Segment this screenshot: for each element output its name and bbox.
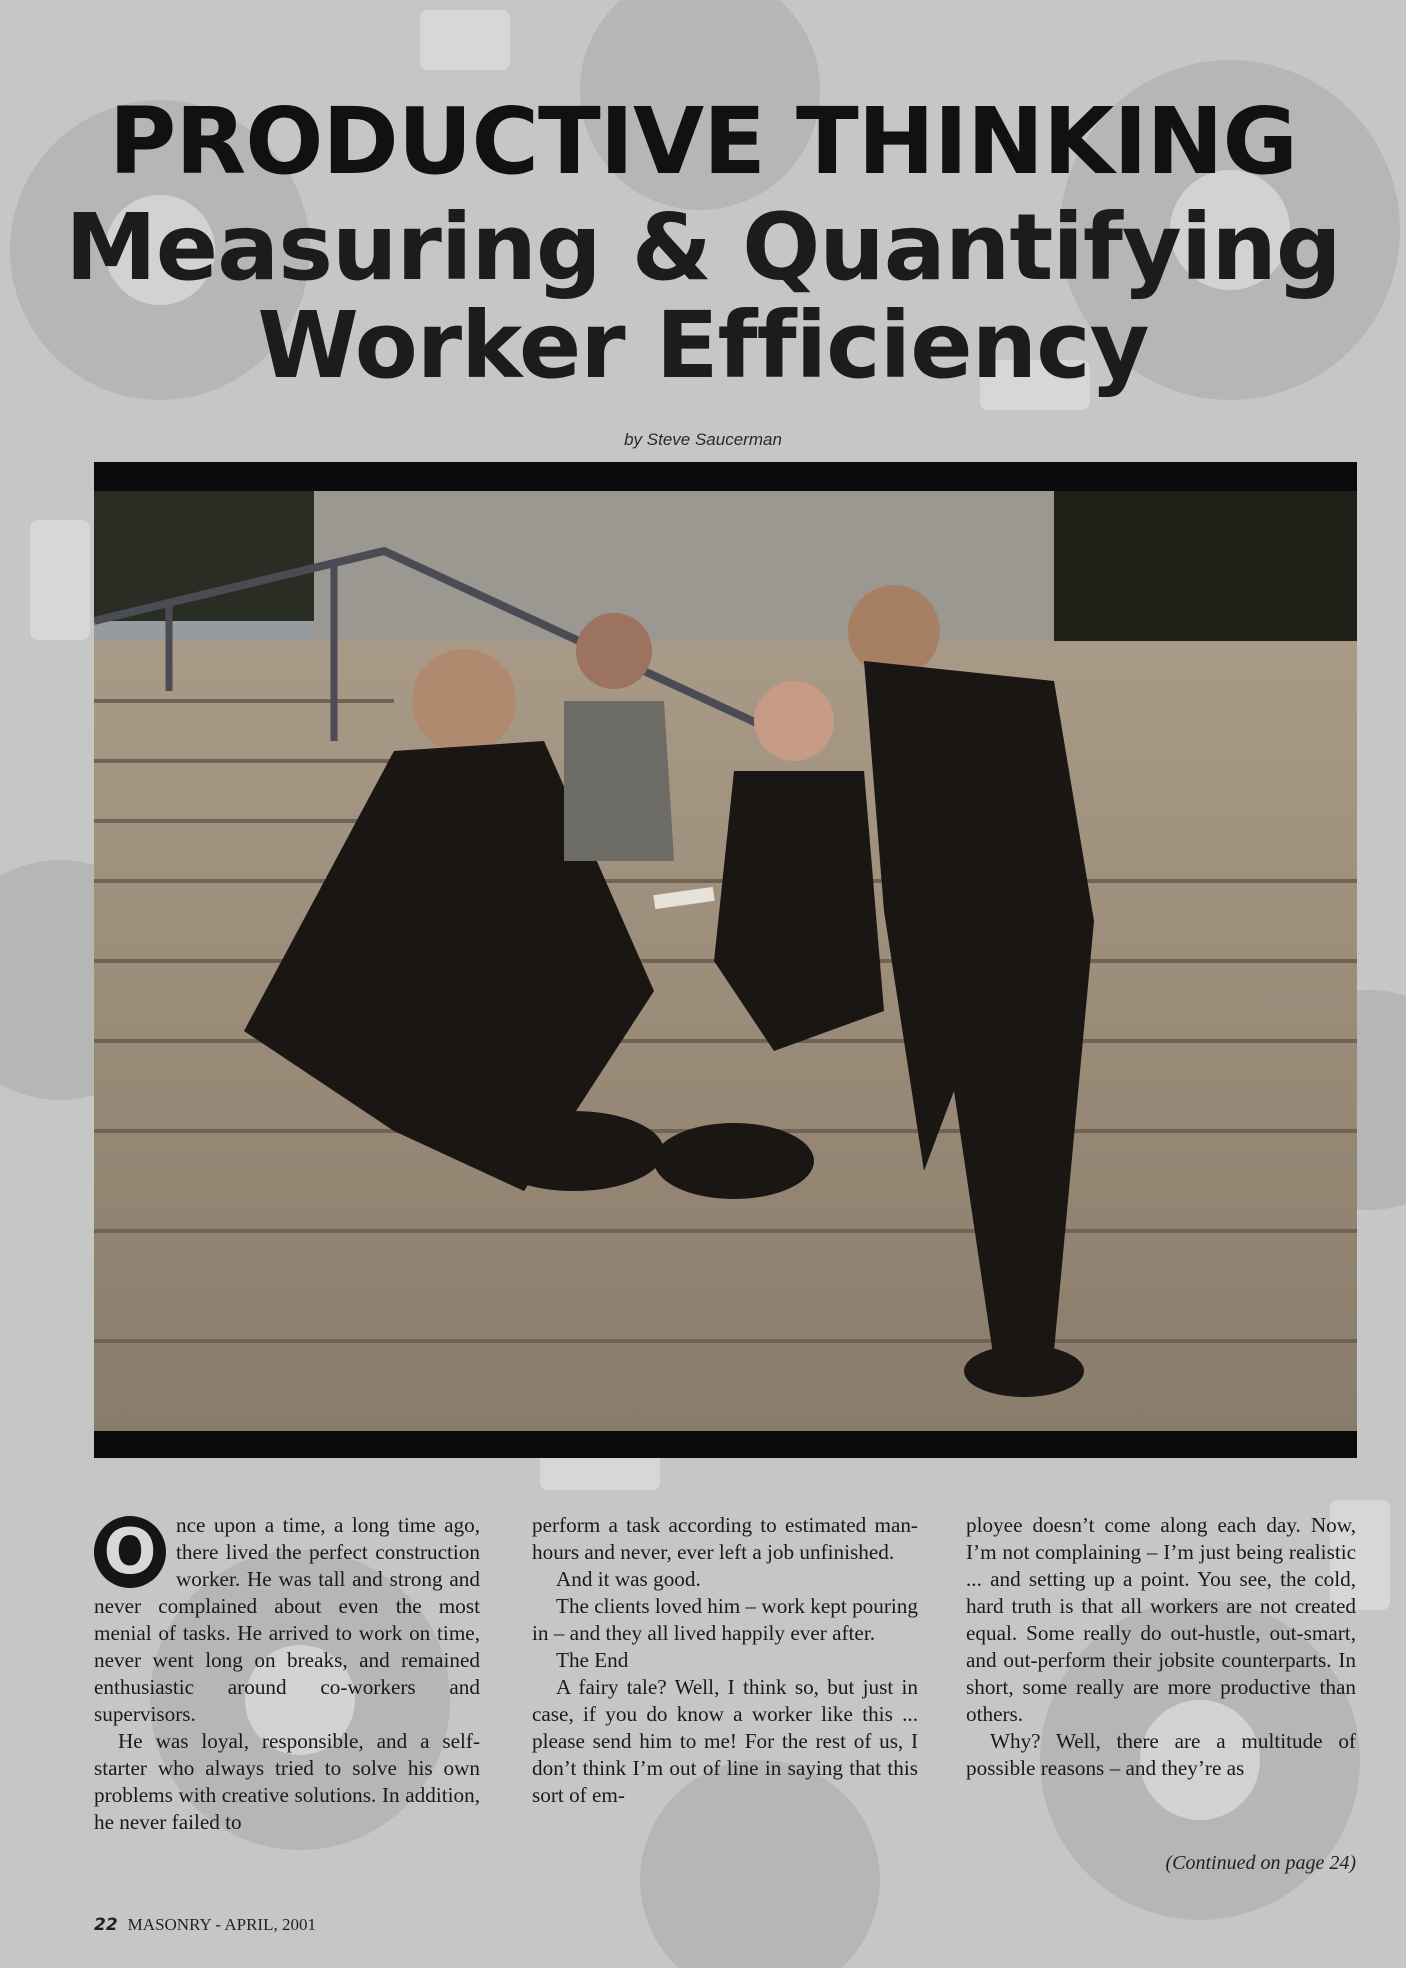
drop-cap: O [94, 1516, 166, 1588]
paragraph: And it was good. [556, 1567, 701, 1591]
photo-icon [94, 491, 1357, 1431]
page-footer [94, 1915, 316, 1935]
publication-line: MASONRY - APRIL, 2001 [127, 1915, 316, 1934]
subhead-line-2: Worker Efficiency [257, 292, 1149, 399]
paragraph: A fairy tale? Well, I think so, but just in case, if you do know a worker like this ... please send him to me! For the rest of us, I don’t think I’m out of line in saying that this sort of em- [532, 1675, 918, 1807]
page-number: 22 [94, 1915, 118, 1935]
article-column-3 [966, 1512, 1356, 1782]
paragraph: The clients loved him – work kept pouring in – and they all lived happily ever after. [532, 1594, 918, 1645]
paragraph: perform a task according to estimated man-hours and never, ever left a job unfinished. [532, 1513, 918, 1564]
continued-note: (Continued on page 24) [1165, 1852, 1356, 1874]
article-column-2 [532, 1512, 918, 1809]
paragraph: ployee doesn’t come along each day. Now, I’m not complaining – I’m just being realistic ... and setting up a point. You see, the cold, hard truth is that all workers are not created equal. Some really do out-hustle, out-smart, and out-perform their jobsite counterparts. In short, some really are more productive than others. [966, 1513, 1356, 1726]
paragraph: Why? Well, there are a multitude of possible reasons – and they’re as [966, 1729, 1356, 1780]
byline: by Steve Saucerman [624, 430, 782, 449]
subhead-line-1: Measuring & Quantifying [65, 194, 1341, 301]
paragraph: He was loyal, responsible, and a self-starter who always tried to solve his own problems with creative solutions. In addition, he never failed to [94, 1729, 480, 1834]
paragraph [94, 1512, 480, 1728]
article-photo [94, 462, 1357, 1458]
paragraph: The End [556, 1648, 629, 1672]
paragraph-text: nce upon a time, a long time ago, there lived the perfect construction worker. He was tall and strong and never complained about even the most menial of tasks. He arrived to work on time, never went long on breaks, and remained enthusiastic around co-workers and supervisors. [94, 1513, 480, 1726]
article-column-1 [94, 1512, 480, 1836]
headline: PRODUCTIVE THINKING [108, 88, 1298, 195]
